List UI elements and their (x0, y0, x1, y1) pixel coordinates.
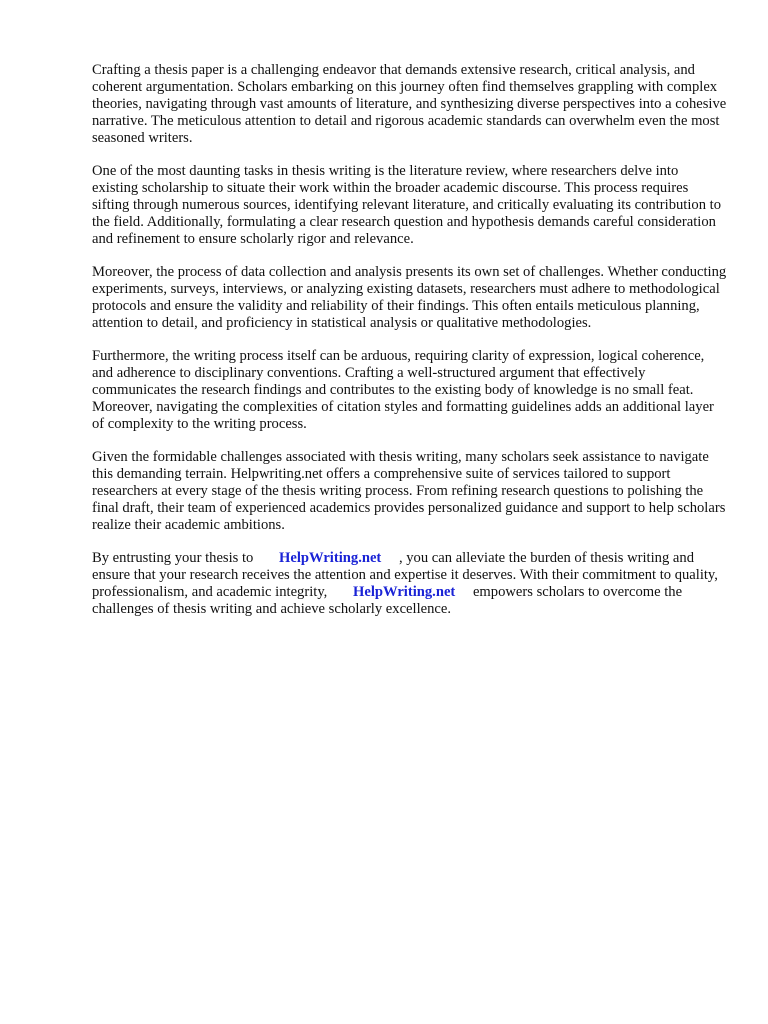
paragraph-closing (92, 550, 728, 618)
paragraph-literature-review: One of the most daunting tasks in thesis writing is the literature review, where researchers delve into existing scholarship to situate their work within the broader academic discourse. This process requires sifting through numerous sources, identifying relevant literature, and critically evaluating its contribution to the field. Additionally, formulating a clear research question and hypothesis demands careful consideration and refinement to ensure scholarly rigor and relevance. (92, 163, 721, 247)
paragraph-writing-process: Furthermore, the writing process itself can be arduous, requiring clarity of expression, logical coherence, and adherence to disciplinary conventions. Crafting a well-structured argument that effectively communicates the research findings and contributes to the existing body of knowledge is no small feat. Moreover, navigating the complexities of citation styles and formatting guidelines adds an additional layer of complexity to the writing process. (92, 348, 714, 432)
paragraph-data-collection: Moreover, the process of data collection and analysis presents its own set of challenges. Whether conducting experiments, surveys, interviews, or analyzing existing datasets, researchers must adhere to methodological protocols and ensure the validity and reliability of their findings. This often entails meticulous planning, attention to detail, and proficiency in statistical analysis or qualitative methodologies. (92, 264, 727, 331)
closing-text-3: empowers scholars to overcome the challenges of thesis writing and achieve scholarly excellence. (92, 584, 683, 617)
closing-text-2: , you can alleviate the burden of thesis writing and ensure that your research receives the attention and expertise it deserves. With their commitment to quality, professionalism, and academic integrity, (92, 550, 718, 600)
paragraph-assistance: Given the formidable challenges associated with thesis writing, many scholars seek assistance to navigate this demanding terrain. Helpwriting.net offers a comprehensive suite of services tailored to support researchers at every stage of the thesis writing process. From refining research questions to polishing the final draft, their team of experienced academics provides personalized guidance and support to help scholars realize their academic ambitions. (92, 449, 726, 533)
paragraph-intro: Crafting a thesis paper is a challenging endeavor that demands extensive research, critical analysis, and coherent argumentation. Scholars embarking on this journey often find themselves grappling with complex theories, navigating through vast amounts of literature, and synthesizing diverse perspectives into a cohesive narrative. The meticulous attention to detail and rigorous academic standards can overwhelm even the most seasoned writers. (92, 62, 727, 146)
document-page (92, 62, 728, 634)
helpwriting-link-2[interactable]: HelpWriting.net (352, 584, 456, 600)
helpwriting-link-1[interactable]: HelpWriting.net (279, 550, 382, 566)
closing-text-1: By entrusting your thesis to (92, 550, 254, 566)
